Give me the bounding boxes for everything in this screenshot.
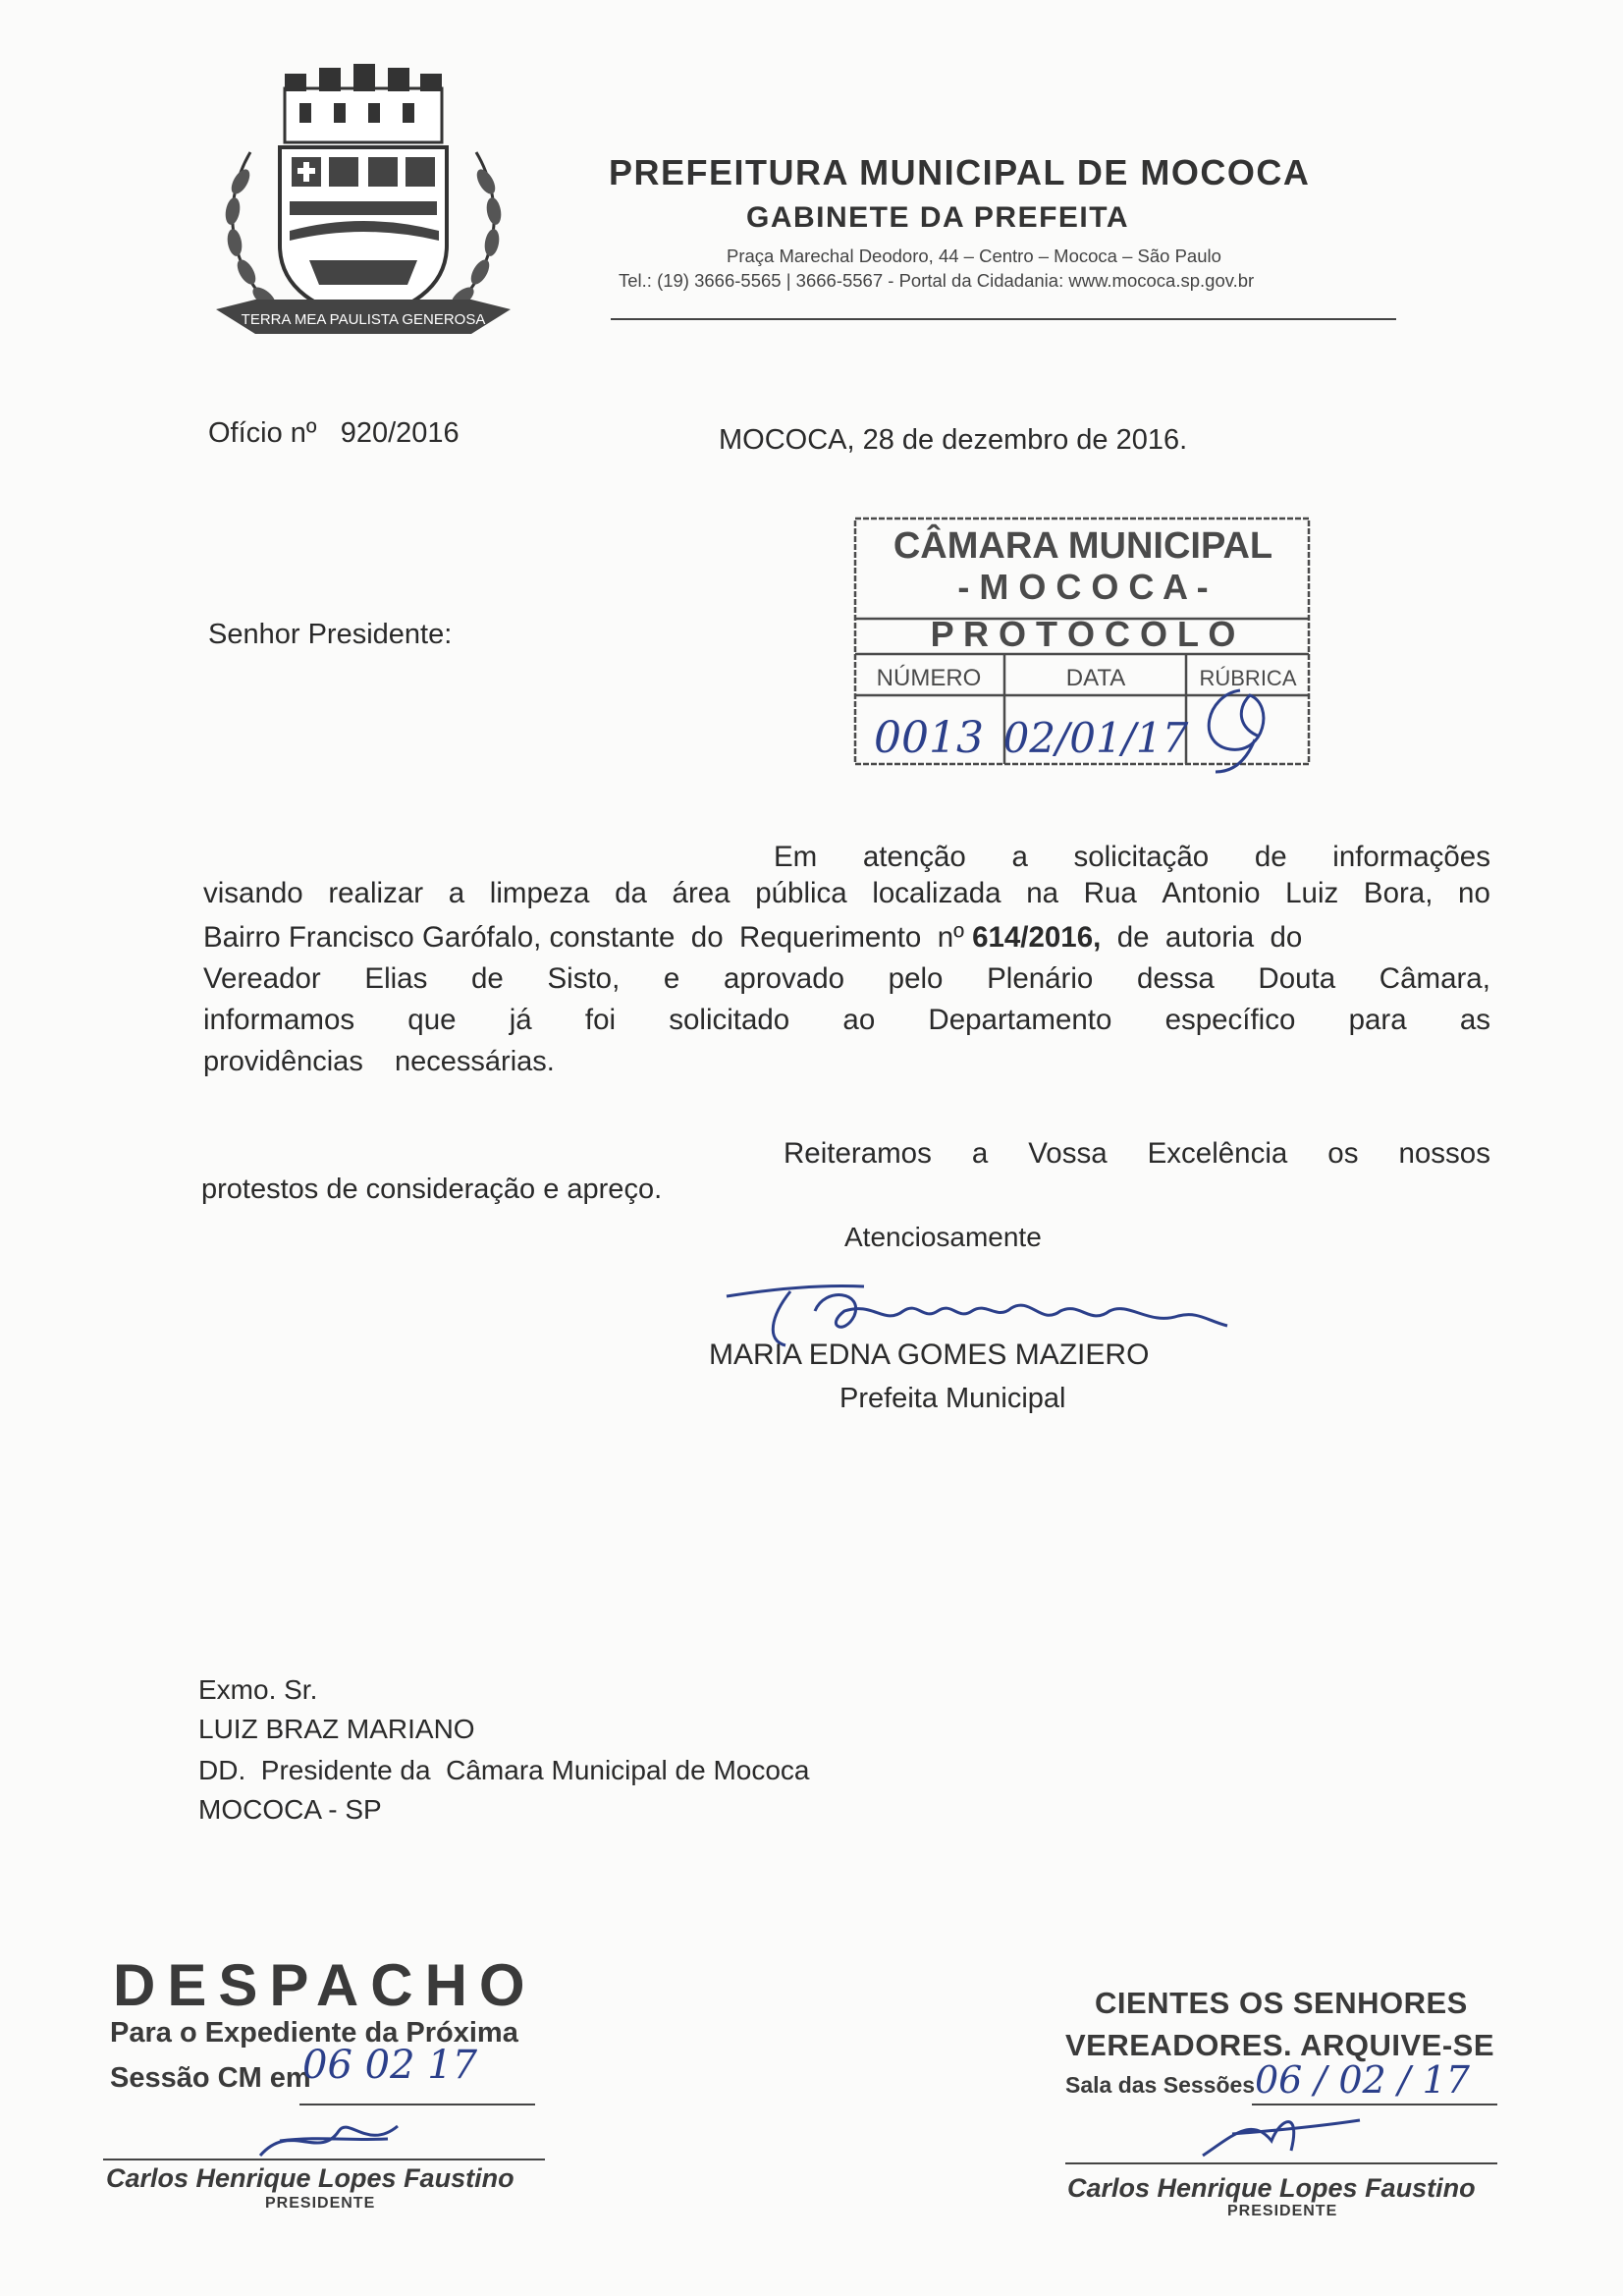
cientes-president-name: Carlos Henrique Lopes Faustino	[1067, 2173, 1476, 2203]
despacho-signature	[250, 2111, 407, 2170]
addressee-city: MOCOCA - SP	[198, 1794, 382, 1825]
despacho-line2: Sessão CM em	[110, 2062, 311, 2094]
paragraph1-line6: providências necessárias.	[203, 1046, 555, 1077]
despacho-president-name: Carlos Henrique Lopes Faustino	[106, 2163, 514, 2193]
signer-title: Prefeita Municipal	[839, 1383, 1066, 1414]
paragraph1-line2: visando realizar a limpeza da área pública localizada na Rua Antonio Luiz Bora, no	[203, 877, 1490, 909]
paragraph2-line1: Reiteramos a Vossa Excelência os nossos	[784, 1137, 1490, 1170]
stamp-line3: P R O T O C O L O	[930, 614, 1236, 654]
cientes-signature	[1193, 2106, 1370, 2165]
stamp-date: 02/01/17	[1002, 714, 1189, 762]
paragraph1-line3: Bairro Francisco Garófalo, constante do Requerimento nº 614/2016, de autoria do	[203, 921, 1303, 954]
cientes-signature-line	[1065, 2162, 1497, 2164]
addressee-role: DD. Presidente da Câmara Municipal de Mococa	[198, 1755, 810, 1785]
protocol-stamp	[852, 509, 1314, 774]
rubric-signature	[1209, 690, 1264, 772]
despacho-line1: Para o Expediente da Próxima	[110, 2017, 518, 2049]
organization-address: Praça Marechal Deodoro, 44 – Centro – Mococa – São Paulo	[727, 246, 1221, 266]
stamp-col-rubric: RÚBRICA	[1199, 666, 1297, 690]
oficio-line	[208, 417, 460, 450]
stamp-col-date: DATA	[1065, 665, 1126, 691]
paragraph1-line5: informamos que já foi solicitado ao Departamento específico para as	[203, 1004, 1490, 1036]
stamp-line1: CÂMARA MUNICIPAL	[893, 525, 1273, 567]
addressee-line1: Exmo. Sr.	[198, 1674, 318, 1705]
stamp-number: 0013	[874, 713, 984, 763]
signer-name: MARIA EDNA GOMES MAZIERO	[709, 1339, 1150, 1371]
oficio-label: Ofício nº	[208, 417, 317, 449]
cientes-line2: VEREADORES. ARQUIVE-SE	[1065, 2028, 1495, 2062]
oficio-number: 920/2016	[340, 417, 460, 449]
despacho-signature-line	[103, 2159, 545, 2160]
organization-contact: Tel.: (19) 3666-5565 | 3666-5567 - Portal da Cidadania: www.mococa.sp.gov.br	[619, 270, 1255, 291]
despacho-date: 06 02 17	[302, 2043, 478, 2088]
organization-subtitle: GABINETE DA PREFEITA	[746, 201, 1130, 234]
cientes-date: 06 / 02 / 17	[1255, 2058, 1470, 2102]
cientes-date-underline	[1252, 2104, 1497, 2105]
stamp-col-number: NÚMERO	[876, 665, 982, 691]
letter-date: MOCOCA, 28 de dezembro de 2016.	[719, 424, 1188, 456]
paragraph2-line2: protestos de consideração e apreço.	[201, 1174, 663, 1205]
despacho-date-underline	[299, 2104, 535, 2105]
despacho-president-role: PRESIDENTE	[265, 2195, 376, 2212]
closing: Atenciosamente	[844, 1222, 1042, 1252]
crest-motto: TERRA MEA PAULISTA GENEROSA	[241, 311, 486, 328]
cientes-president-role: PRESIDENTE	[1227, 2203, 1338, 2219]
cientes-line3: Sala das Sessões	[1065, 2072, 1256, 2098]
header-divider	[611, 318, 1396, 320]
paragraph1-line4: Vereador Elias de Sisto, e aprovado pelo Plenário dessa Douta Câmara,	[203, 962, 1490, 995]
stamp-line2: - M O C O C A -	[957, 567, 1209, 607]
salutation: Senhor Presidente:	[208, 619, 453, 650]
municipal-coat-of-arms	[211, 64, 515, 358]
paragraph1-line1: Em atenção a solicitação de informações	[774, 841, 1490, 873]
cientes-line1: CIENTES OS SENHORES	[1095, 1986, 1468, 2020]
addressee-name: LUIZ BRAZ MARIANO	[198, 1714, 475, 1744]
despacho-title: DESPACHO	[113, 1952, 537, 2018]
requerimento-number: 614/2016,	[972, 921, 1102, 954]
organization-title: PREFEITURA MUNICIPAL DE MOCOCA	[609, 152, 1311, 192]
